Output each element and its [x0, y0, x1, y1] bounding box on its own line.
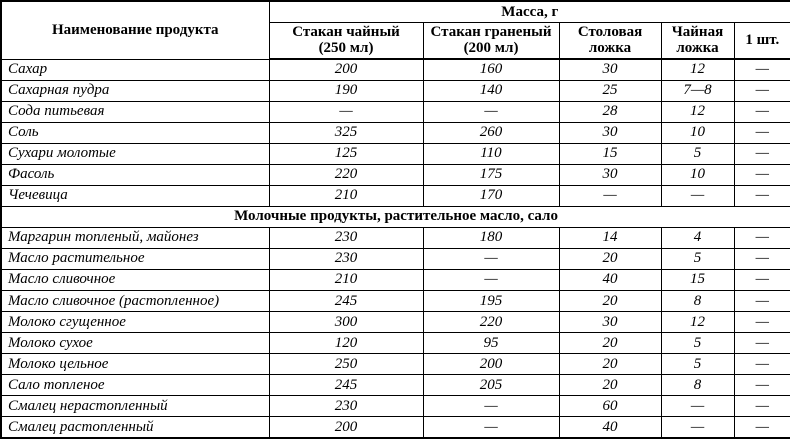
value-cell: — — [734, 375, 790, 396]
value-cell: — — [734, 248, 790, 269]
value-cell: 205 — [423, 375, 559, 396]
product-name-cell: Фасоль — [1, 164, 269, 185]
value-cell: — — [734, 417, 790, 438]
value-cell: — — [423, 396, 559, 417]
value-cell: — — [734, 312, 790, 333]
table-body — [1, 59, 790, 438]
column-header-4 — [734, 22, 790, 59]
value-cell: 12 — [661, 312, 734, 333]
column-header-label: Столовая ложка — [577, 23, 643, 57]
value-cell: — — [734, 59, 790, 80]
value-cell: 160 — [423, 59, 559, 80]
value-cell: 220 — [269, 164, 423, 185]
column-header-label: Чайная ложка — [671, 23, 724, 57]
column-header-0 — [269, 22, 423, 59]
value-cell: 5 — [661, 143, 734, 164]
value-cell: — — [661, 417, 734, 438]
table-row — [1, 101, 790, 122]
value-cell: 245 — [269, 375, 423, 396]
table-row — [1, 375, 790, 396]
value-cell: — — [423, 269, 559, 290]
value-cell: 20 — [559, 354, 661, 375]
product-name-cell: Маргарин топленый, майонез — [1, 227, 269, 248]
value-cell: 110 — [423, 143, 559, 164]
value-cell: — — [423, 248, 559, 269]
value-cell: 30 — [559, 122, 661, 143]
value-cell: — — [269, 101, 423, 122]
value-cell: 5 — [661, 354, 734, 375]
value-cell: — — [661, 185, 734, 206]
value-cell: 20 — [559, 248, 661, 269]
table-row — [1, 227, 790, 248]
section-header: Молочные продукты, растительное масло, сало — [1, 206, 790, 227]
product-name-cell: Сахарная пудра — [1, 80, 269, 101]
value-cell: 12 — [661, 59, 734, 80]
value-cell: 260 — [423, 122, 559, 143]
column-header-label: Стакан чайный — [292, 23, 400, 40]
column-header-sub: (200 мл) — [463, 40, 519, 57]
product-name-cell: Сухари молотые — [1, 143, 269, 164]
value-cell: — — [734, 291, 790, 312]
value-cell: 4 — [661, 227, 734, 248]
value-cell: 250 — [269, 354, 423, 375]
table-row — [1, 80, 790, 101]
value-cell: — — [734, 185, 790, 206]
value-cell: — — [734, 80, 790, 101]
table-row — [1, 59, 790, 80]
column-header-sub: (250 мл) — [318, 40, 374, 57]
value-cell: — — [559, 185, 661, 206]
value-cell: 300 — [269, 312, 423, 333]
value-cell: 15 — [661, 269, 734, 290]
column-header-label: Стакан граненый — [430, 23, 552, 40]
value-cell: 8 — [661, 375, 734, 396]
value-cell: 10 — [661, 164, 734, 185]
table-row — [1, 291, 790, 312]
product-name-cell: Молоко сгущенное — [1, 312, 269, 333]
value-cell: 12 — [661, 101, 734, 122]
table-row — [1, 269, 790, 290]
product-name-cell: Масло сливочное — [1, 269, 269, 290]
section-header-row — [1, 206, 790, 227]
mass-header-row — [1, 1, 790, 22]
value-cell: — — [734, 269, 790, 290]
value-cell: 60 — [559, 396, 661, 417]
product-name-cell: Молоко сухое — [1, 333, 269, 354]
column-header-3 — [661, 22, 734, 59]
table-row — [1, 354, 790, 375]
product-name-cell: Чечевица — [1, 185, 269, 206]
product-name-cell: Молоко цельное — [1, 354, 269, 375]
product-name-cell: Сода питьевая — [1, 101, 269, 122]
value-cell: 30 — [559, 59, 661, 80]
value-cell: 25 — [559, 80, 661, 101]
value-cell: — — [734, 122, 790, 143]
column-header-label: 1 шт. — [745, 32, 780, 48]
value-cell: 40 — [559, 269, 661, 290]
value-cell: 20 — [559, 333, 661, 354]
value-cell: — — [734, 396, 790, 417]
value-cell: — — [734, 101, 790, 122]
value-cell: 200 — [269, 59, 423, 80]
value-cell: 15 — [559, 143, 661, 164]
product-name-cell: Сахар — [1, 59, 269, 80]
value-cell: 120 — [269, 333, 423, 354]
value-cell: 220 — [423, 312, 559, 333]
value-cell: 230 — [269, 396, 423, 417]
value-cell: 245 — [269, 291, 423, 312]
value-cell: 325 — [269, 122, 423, 143]
value-cell: 40 — [559, 417, 661, 438]
value-cell: 210 — [269, 185, 423, 206]
table-row — [1, 248, 790, 269]
product-column-header: Наименование продукта — [1, 1, 269, 59]
product-name-cell: Сало топленое — [1, 375, 269, 396]
value-cell: 190 — [269, 80, 423, 101]
value-cell: 8 — [661, 291, 734, 312]
value-cell: 195 — [423, 291, 559, 312]
value-cell: 20 — [559, 291, 661, 312]
table-row — [1, 164, 790, 185]
value-cell: — — [734, 333, 790, 354]
value-cell: 125 — [269, 143, 423, 164]
value-cell: — — [423, 101, 559, 122]
table-header — [1, 1, 790, 59]
table-row — [1, 143, 790, 164]
value-cell: 140 — [423, 80, 559, 101]
table-row — [1, 185, 790, 206]
value-cell: 200 — [423, 354, 559, 375]
table-row — [1, 312, 790, 333]
value-cell: — — [423, 417, 559, 438]
value-cell: 14 — [559, 227, 661, 248]
value-cell: 30 — [559, 312, 661, 333]
product-name-cell: Соль — [1, 122, 269, 143]
value-cell: — — [734, 164, 790, 185]
value-cell: 230 — [269, 248, 423, 269]
product-name-cell: Масло сливочное (растопленное) — [1, 291, 269, 312]
product-name-cell: Смалец растопленный — [1, 417, 269, 438]
value-cell: 210 — [269, 269, 423, 290]
product-name-cell: Масло растительное — [1, 248, 269, 269]
column-header-1 — [423, 22, 559, 59]
product-name-cell: Смалец нерастопленный — [1, 396, 269, 417]
value-cell: 180 — [423, 227, 559, 248]
value-cell: 7—8 — [661, 80, 734, 101]
table-row — [1, 396, 790, 417]
value-cell: 28 — [559, 101, 661, 122]
mass-group-header: Масса, г — [269, 1, 790, 22]
value-cell: 5 — [661, 333, 734, 354]
value-cell: 200 — [269, 417, 423, 438]
value-cell: — — [661, 396, 734, 417]
value-cell: 10 — [661, 122, 734, 143]
value-cell: 175 — [423, 164, 559, 185]
value-cell: 30 — [559, 164, 661, 185]
value-cell: 170 — [423, 185, 559, 206]
value-cell: — — [734, 227, 790, 248]
value-cell: — — [734, 143, 790, 164]
value-cell: 5 — [661, 248, 734, 269]
value-cell: 230 — [269, 227, 423, 248]
value-cell: — — [734, 354, 790, 375]
table-row — [1, 122, 790, 143]
value-cell: 20 — [559, 375, 661, 396]
column-header-2 — [559, 22, 661, 59]
table-row — [1, 333, 790, 354]
value-cell: 95 — [423, 333, 559, 354]
table-row — [1, 417, 790, 438]
